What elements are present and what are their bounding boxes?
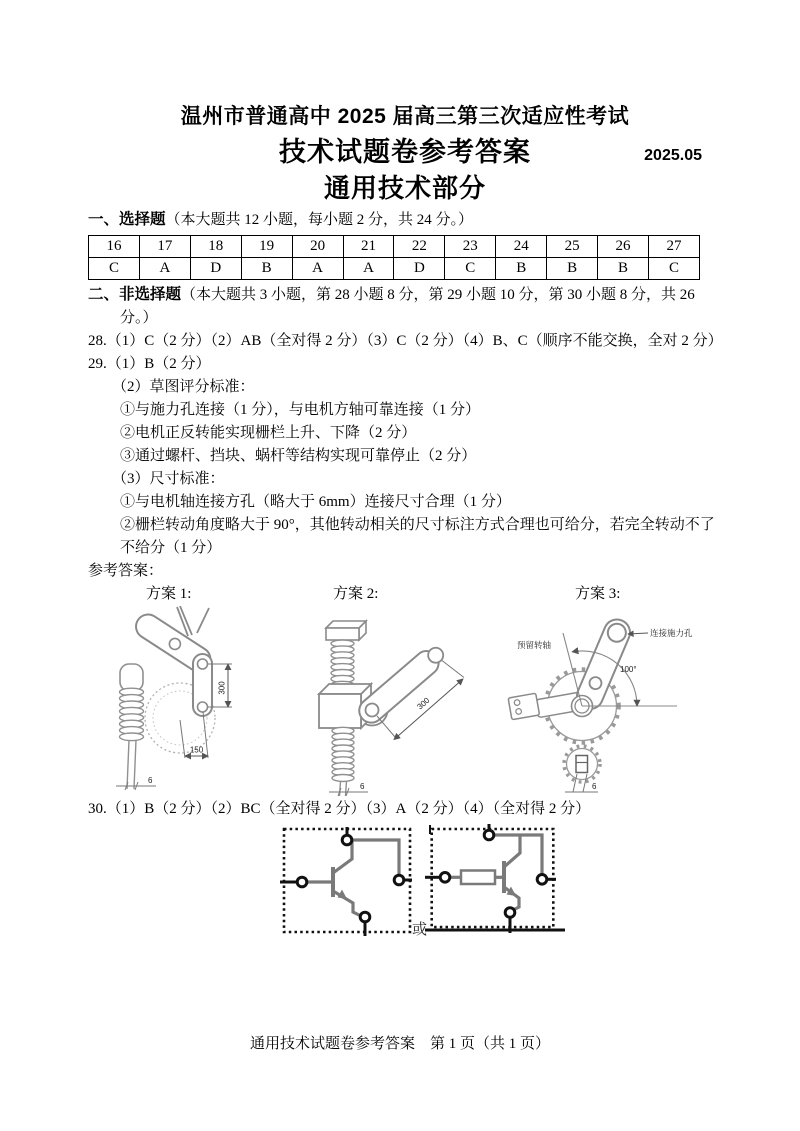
answer-table [88,235,700,280]
q29-answer-1: 29.（1）B（2 分） [88,356,211,372]
part-title: 通用技术部分 [323,173,486,203]
q29-sketch-item: ③通过螺杆、挡块、蜗杆等结构实现可靠停止（2 分） [120,448,477,464]
answer-cell: A [292,258,343,280]
dim150-label: 150 [189,745,204,755]
answer-cell: A [343,258,394,280]
q29-dimension-item: ①与电机轴连接方孔（略大于 6mm）连接尺寸合理（1 分） [120,494,511,510]
right-circuit-wires [450,835,542,911]
answer-cell: B [241,258,292,280]
answer-cell: C [89,258,140,280]
link-bottom-hole [198,702,208,712]
exam-title: 温州市普通高中 2025 届高三第三次适应性考试 [180,105,630,128]
or-label: 或 [412,921,428,938]
link-top-hole [198,659,208,669]
section-two-heading-bold: 二、非选择题 [88,286,182,303]
q29-dimension-item: ②栅栏转动角度略大于 90°，其他转动相关的尺寸标注方式合理也可给分，若完全转动不了不给分（1 分） [120,517,715,556]
question-number-cell: 17 [139,236,190,258]
scheme-3-drawing [495,606,720,798]
question-number-cell: 19 [241,236,292,258]
screw-cap [326,621,366,640]
worm-coils [120,688,144,740]
table-row-answers [89,258,700,280]
scheme-2-drawing [316,606,481,798]
section-two-heading [88,283,722,330]
dim300-label: 300 [415,695,432,712]
q29-sketch-title: （2）草图评分标准： [112,379,255,395]
question-number-cell: 21 [343,236,394,258]
angle-label: 100° [620,665,637,674]
lower-screw-coils [332,727,354,781]
question-number-cell: 26 [598,236,649,258]
dim6-label: 6 [148,776,153,785]
gate-rods [177,606,209,636]
answer-cell: B [547,258,598,280]
dim6-label: 6 [592,782,597,791]
q29-sketch-item: ②电机正反转能实现栅栏上升、下降（2 分） [120,425,417,441]
page-footer: 通用技术试题卷参考答案 第 1 页（共 1 页） [249,1036,550,1052]
answer-cell: D [190,258,241,280]
section-one-heading [88,208,722,232]
scheme-2-label: 方案 2: [333,586,379,602]
axis-label: 预留转轴 [517,640,552,650]
table-row-question-numbers [89,236,700,258]
dim6-label: 6 [360,782,365,791]
keyway-square [576,756,588,773]
question-number-cell: 27 [648,236,699,258]
q28-answer: 28.（1）C（2 分）（2）AB（全对得 2 分）（3）C（2 分）（4）B、C（顺序不能交换，全对 2 分） [88,333,723,349]
paper-title-row [88,134,722,170]
force-hole-label: 连接施力孔 [650,628,693,638]
question-number-cell: 22 [394,236,445,258]
q29-dimension-title: （3）尺寸标准： [112,471,225,487]
scheme-3 [495,583,720,798]
section-one-heading-note: （本大题共 12 小题，每小题 2 分，共 24 分。） [165,212,474,228]
reference-answer-label: 参考答案： [88,563,164,579]
q30-circuit-diagrams [280,823,580,951]
answer-cell: C [445,258,496,280]
hole-leader-line [628,633,648,634]
question-number-cell: 23 [445,236,496,258]
paper-title: 技术试题卷参考答案 [279,137,531,167]
scheme-1-label: 方案 1: [146,586,192,602]
scheme-1 [108,583,328,798]
scheme-3-label: 方案 3: [575,586,621,602]
scheme-1-drawing [108,606,328,798]
question-number-cell: 16 [89,236,140,258]
upper-screw-coils [331,640,354,688]
section-one-heading-bold: 一、选择题 [88,211,166,228]
answer-cell: C [648,258,699,280]
handle-bracket [508,693,539,720]
answer-cell: D [394,258,445,280]
question-number-cell: 25 [547,236,598,258]
exam-date: 2025.05 [644,147,702,164]
answer-cell: A [139,258,190,280]
worm-lower-shaft [127,740,136,789]
scheme-2 [316,583,481,798]
section-two-heading-note: （本大题共 3 小题，第 28 小题 8 分，第 29 小题 10 分，第 30 小题 8 分，共 26 分。） [120,287,695,326]
question-number-cell: 24 [496,236,547,258]
q29-sketch-item: ①与施力孔连接（1 分），与电机方轴可靠连接（1 分） [120,402,481,418]
q30-answer: 30.（1）B（2 分）（2）BC（全对得 2 分）（3）A（2 分）（4）（全对得 2 分） [88,801,591,817]
answer-cell: B [496,258,547,280]
dim300-label: 300 [217,681,227,695]
scheme-diagrams [88,583,722,798]
page-content [88,102,722,951]
question-number-cell: 20 [292,236,343,258]
left-circuit-wires [307,840,399,916]
question-number-cell: 18 [190,236,241,258]
worm-cylinder [120,664,143,691]
answer-cell: B [598,258,649,280]
